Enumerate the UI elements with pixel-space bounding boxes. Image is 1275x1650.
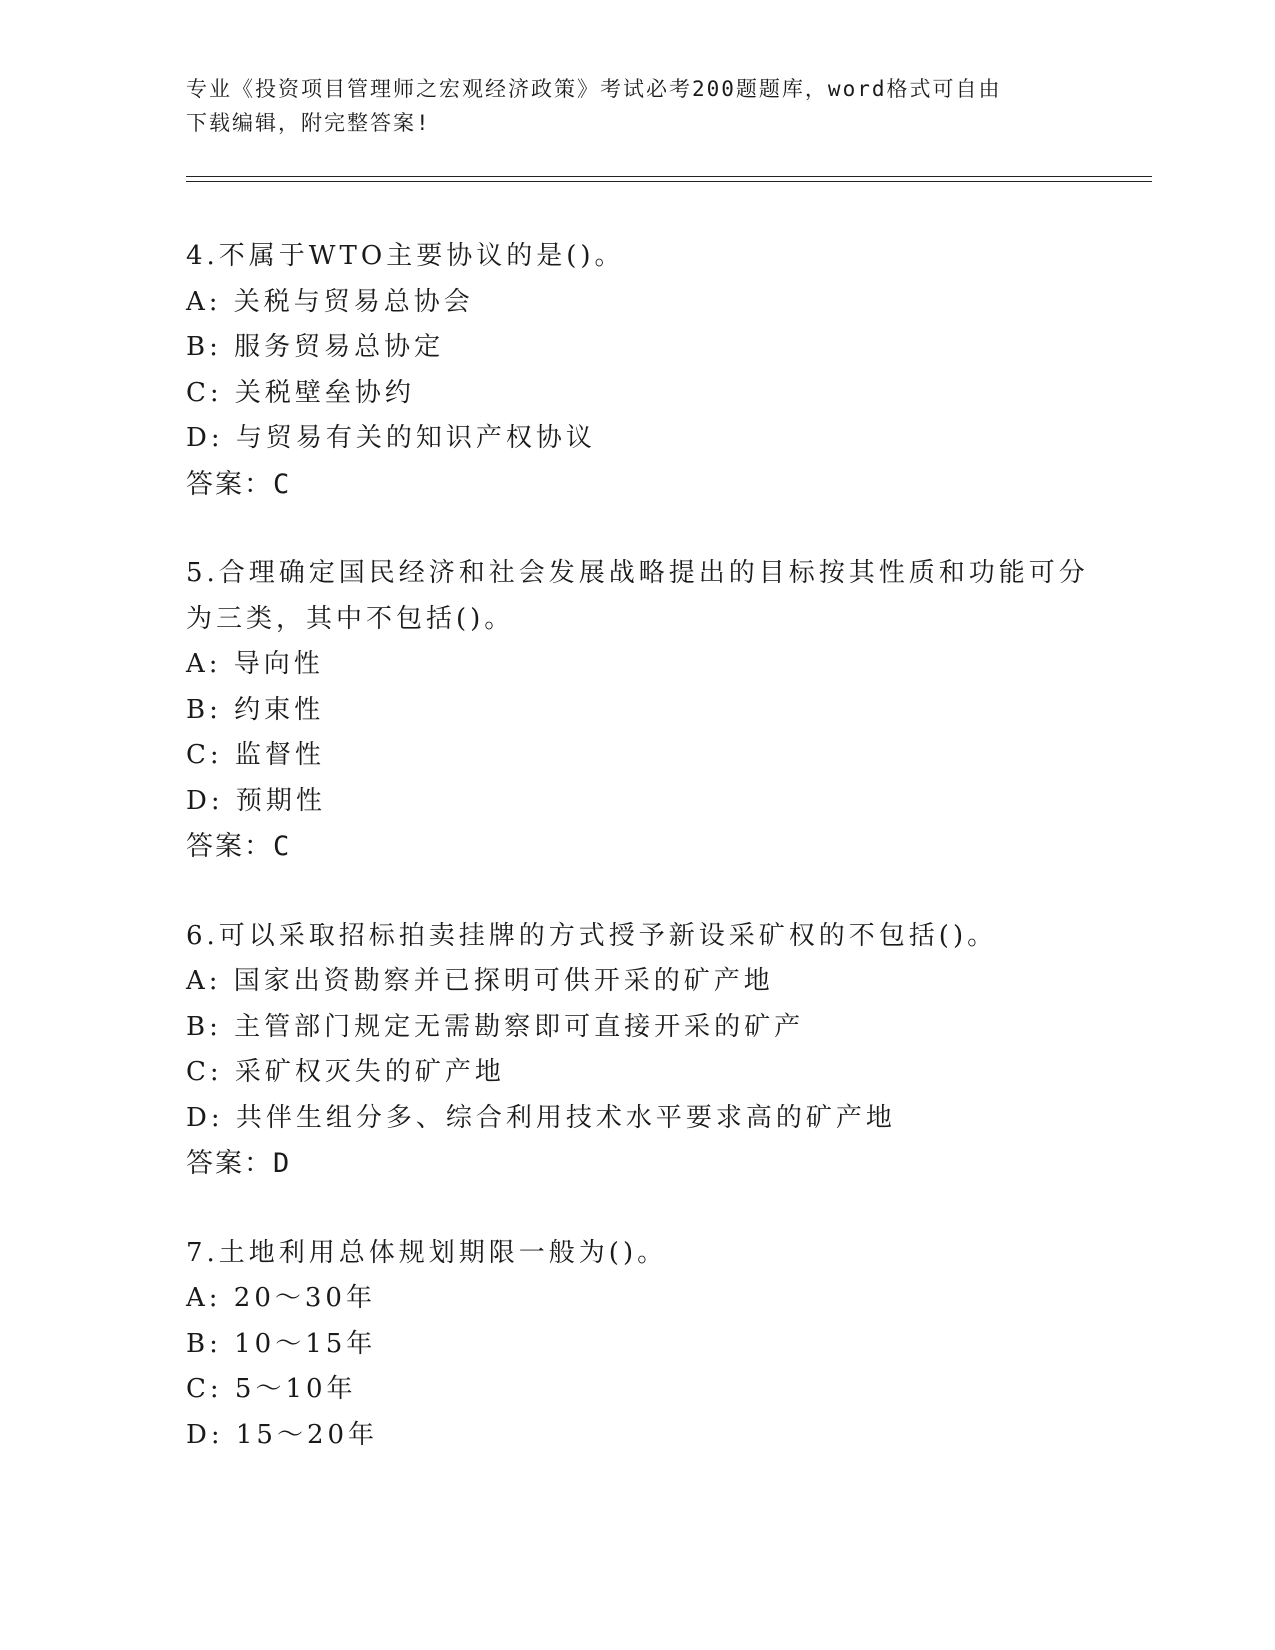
option-b: B: 约束性: [186, 694, 325, 725]
header-divider-top: [186, 176, 1152, 177]
answer-label: 答案：C: [186, 831, 292, 862]
option-a: A: 20～30年: [186, 1283, 376, 1313]
option-d: D: 15～20年: [186, 1419, 379, 1450]
header-line-1: 专业《投资项目管理师之宏观经济政策》考试必考200题题库，word格式可自由: [186, 77, 1002, 101]
question-stem: 7.土地利用总体规划期限一般为()。: [186, 1237, 668, 1268]
question-stem: 5.合理确定国民经济和社会发展战略提出的目标按其性质和功能可分: [186, 558, 1089, 588]
option-c: C: 关税壁垒协约: [186, 377, 415, 408]
option-d: D: 预期性: [186, 785, 326, 816]
question-7: [186, 1231, 1086, 1459]
question-stem: 6.可以采取招标拍卖挂牌的方式授予新设采矿权的不包括()。: [186, 920, 998, 951]
option-b: B: 服务贸易总协定: [186, 332, 445, 362]
document-header: [186, 72, 1066, 140]
header-divider-bottom: [186, 181, 1152, 182]
question-4: [186, 234, 1086, 507]
answer-label: 答案：D: [186, 1148, 292, 1179]
question-stem-continued: 为三类，其中不包括()。: [186, 603, 515, 634]
question-5: [186, 551, 1089, 870]
option-d: D: 与贸易有关的知识产权协议: [186, 423, 596, 453]
option-b: B: 10～15年: [186, 1328, 377, 1359]
option-a: A: 国家出资勘察并已探明可供开采的矿产地: [186, 966, 774, 996]
option-c: C: 5～10年: [186, 1374, 357, 1404]
option-c: C: 监督性: [186, 740, 325, 770]
question-list: [186, 234, 1089, 1502]
option-b: B: 主管部门规定无需勘察即可直接开采的矿产: [186, 1011, 805, 1042]
question-stem: 4.不属于WTO主要协议的是()。: [186, 241, 625, 271]
answer-label: 答案：C: [186, 468, 292, 500]
option-a: A: 导向性: [186, 649, 324, 679]
question-6: [186, 914, 1086, 1187]
header-line-2: 下载编辑，附完整答案!: [186, 111, 431, 135]
option-a: A: 关税与贸易总协会: [186, 286, 474, 317]
option-c: C: 采矿权灭失的矿产地: [186, 1057, 505, 1087]
option-d: D: 共伴生组分多、综合利用技术水平要求高的矿产地: [186, 1102, 896, 1133]
